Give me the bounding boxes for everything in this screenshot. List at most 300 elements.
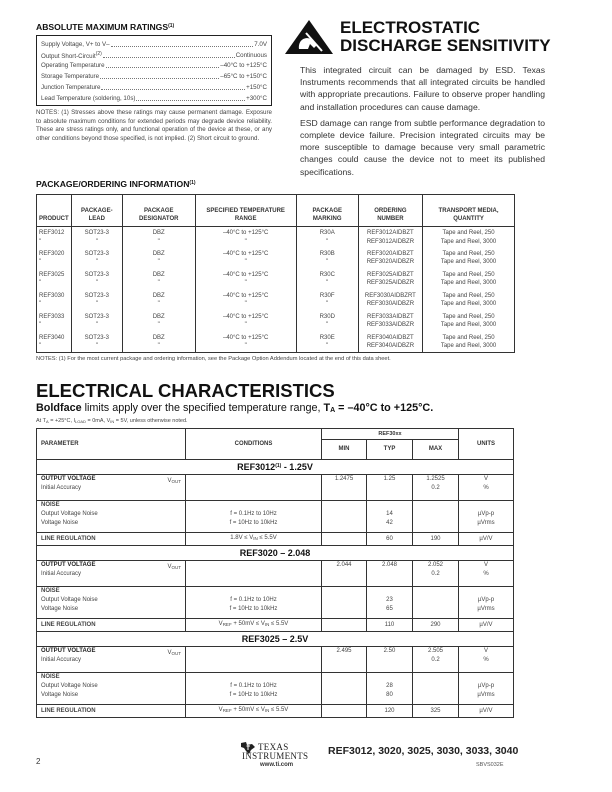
transport-media: Tape and Reel, 250 [442, 334, 495, 341]
footnote-ref: (2) [95, 50, 102, 57]
cell-value: R30B [319, 250, 335, 257]
subscript: IN [264, 622, 270, 628]
text-part: ≤ 5.5V [257, 535, 277, 542]
spacer [371, 587, 408, 596]
leader-dots [106, 63, 220, 68]
ti-url[interactable]: www.ti.com [260, 762, 294, 768]
transport-media: Tape and Reel, 3000 [440, 280, 497, 286]
cell-marking [296, 311, 358, 332]
parameter-cell [37, 533, 186, 546]
header-group: REF30xx [322, 429, 459, 440]
cell-value: SOT23-3 [84, 250, 109, 257]
typ-cell-value: 65 [386, 605, 393, 612]
max-cell [413, 673, 459, 705]
text-part: V [218, 621, 223, 628]
rating-value: +300°C [246, 94, 267, 102]
text-part: = 0mA, V [85, 418, 111, 424]
transport-media: Tape and Reel, 250 [442, 230, 495, 236]
spacer [371, 673, 408, 682]
parameter-sublabel: Initial Accuracy [41, 484, 82, 491]
output-voltage-row [37, 561, 514, 587]
esd-text [300, 64, 545, 182]
ordering-number: REF3025AIDBZR [366, 280, 415, 286]
table-header-row [37, 195, 515, 227]
leader-dots [136, 96, 245, 101]
ditto-mark: " [39, 238, 42, 245]
subscript: REF [222, 622, 232, 628]
spacer [190, 501, 317, 510]
ditto-mark: " [157, 322, 160, 328]
section-row [37, 546, 514, 561]
ordering-number: REF3030AIDBZR [366, 301, 415, 307]
section-title [37, 546, 514, 561]
text-part: 1.8V ≤ V [230, 535, 254, 542]
ti-logo [240, 740, 322, 774]
transport-media: Tape and Reel, 3000 [440, 322, 497, 328]
cell-value: SOT23-3 [84, 271, 109, 278]
ditto-mark: " [326, 322, 329, 328]
table-row [37, 290, 515, 311]
cell-range [195, 290, 296, 311]
spacer [463, 587, 509, 596]
noise-row [37, 673, 514, 705]
abs-max-title-text: ABSOLUTE MAXIMUM RATINGS [36, 22, 169, 32]
cell-range [195, 332, 296, 353]
unit: V [483, 648, 488, 654]
line-regulation-row [37, 705, 514, 718]
typ-cell [367, 587, 413, 619]
ditto-mark: " [157, 259, 160, 265]
subscript: IN [264, 708, 270, 714]
cell-product [37, 248, 72, 269]
parameter-cell [37, 673, 186, 705]
ditto-mark: " [95, 343, 98, 349]
subtitle-range: = –40°C to +125°C. [335, 402, 434, 414]
ordering-number: REF3030AIDBZRT [364, 292, 416, 299]
ditto-mark: " [326, 301, 329, 307]
ordering-number: REF3012AIDBZR [366, 238, 415, 245]
section-voltage: - 1.25V [281, 462, 313, 473]
rating-value: 7.0V [254, 40, 267, 48]
header-units: UNITS [459, 429, 514, 460]
parameter-label: NOISE [41, 502, 60, 508]
accuracy-value: 0.2 [431, 570, 440, 577]
unit: V [483, 476, 488, 482]
text-part: V [218, 707, 223, 714]
cell-ordering-number [358, 269, 422, 290]
table-row [37, 227, 515, 248]
noise-row [37, 501, 514, 533]
cell-value: SOT23-3 [84, 230, 109, 236]
ditto-mark: " [95, 238, 98, 245]
header-typ: TYP [367, 440, 413, 460]
symbol-sub: OUT [171, 565, 181, 570]
cell-lead [71, 290, 122, 311]
min-cell [322, 587, 367, 619]
conditions-cell [186, 533, 322, 546]
cell-value: REF3033 [39, 313, 65, 320]
document-number: SBVS032E [476, 762, 504, 768]
section-name: REF3020 – 2.048 [239, 547, 311, 558]
unit: % [483, 570, 489, 577]
parameter-cell [37, 561, 186, 587]
conditions-cell [186, 561, 322, 587]
text-part: = 5V, unless otherwise noted. [114, 418, 188, 424]
cell-value: –40°C to +125°C [222, 271, 269, 278]
footnote-ref: (1) [168, 23, 175, 29]
max-cell: 325 [413, 705, 459, 718]
footnote-ref: (1) [275, 463, 282, 470]
typ-cell-value: 42 [386, 519, 393, 526]
parameter-label: OUTPUT VOLTAGE [41, 476, 96, 482]
units-cell: µV/V [459, 533, 514, 546]
column-header: PACKAGE MARKING [296, 195, 358, 227]
min-cell [322, 533, 367, 546]
ditto-mark: " [95, 322, 98, 328]
cell-value: DBZ [152, 271, 165, 278]
line-regulation-row [37, 619, 514, 632]
rating-label-text: Lead Temperature (soldering, 10s) [41, 94, 136, 102]
parameter-label: LINE REGULATION [41, 535, 96, 542]
units-cell [459, 501, 514, 533]
cell-product [37, 269, 72, 290]
cell-value: SOT23-3 [84, 313, 109, 320]
parameter-cell [37, 475, 186, 501]
cell-lead [71, 227, 122, 248]
typ-cell: 1.25 [367, 475, 413, 501]
units-cell-value: µVrms [477, 519, 495, 526]
cell-ordering-number [358, 290, 422, 311]
transport-media: Tape and Reel, 250 [442, 271, 495, 278]
cell-ordering-number [358, 227, 422, 248]
min-cell [322, 705, 367, 718]
esd-paragraph: ESD damage can range from subtle performance degradation to complete device failure. Precision integrated circuits may be more susceptible to damage because very small parametric changes could cause the device not to meet its published specifications. [300, 117, 545, 177]
ordering-number: REF3040AIDBZR [366, 343, 415, 349]
units-cell [459, 647, 514, 673]
typ-cell-value: 28 [386, 682, 393, 689]
parameter-cell [37, 501, 186, 533]
footer-title: REF3012, 3020, 3025, 3030, 3033, 3040 [328, 745, 519, 757]
parameter-sublabel: Output Voltage Noise [41, 682, 98, 689]
ditto-mark: " [39, 322, 42, 328]
units-cell [459, 673, 514, 705]
cell-transport-media [423, 227, 515, 248]
ordering-number: REF3033AIDBZR [366, 322, 415, 328]
cell-value: R30F [319, 292, 335, 299]
spacer [371, 501, 408, 510]
text-part: ≤ 5.5V [269, 621, 289, 628]
cell-designator [122, 248, 195, 269]
unit: % [483, 484, 489, 491]
noise-row [37, 587, 514, 619]
ditto-mark: " [326, 280, 329, 286]
subscript: REF [222, 708, 232, 714]
parameter-label: LINE REGULATION [41, 621, 96, 628]
units-cell: µV/V [459, 705, 514, 718]
electrical-subtitle [36, 402, 433, 414]
column-header: TRANSPORT MEDIA, QUANTITY [423, 195, 515, 227]
cell-range [195, 269, 296, 290]
parameter-sublabel: Initial Accuracy [41, 656, 82, 663]
max-cell [413, 647, 459, 673]
header-parameter: PARAMETER [37, 429, 186, 460]
rating-label [41, 95, 135, 102]
cell-value: DBZ [152, 230, 165, 236]
subscript: LOAD [75, 419, 86, 424]
parameter-sublabel: Output Voltage Noise [41, 510, 98, 517]
parameter-label: OUTPUT VOLTAGE [41, 562, 96, 568]
section-row [37, 632, 514, 647]
typ-cell: 2.048 [367, 561, 413, 587]
cell-lead [71, 332, 122, 353]
conditions-cell [186, 705, 322, 718]
ti-logo-line2: INSTRUMENTS [242, 751, 309, 761]
ditto-mark: " [39, 280, 42, 286]
ditto-mark: " [39, 343, 42, 349]
cell-transport-media [423, 311, 515, 332]
cell-lead [71, 269, 122, 290]
min-cell [322, 673, 367, 705]
ditto-mark: " [157, 280, 160, 286]
rating-label-text: Operating Temperature [41, 62, 105, 70]
conditions-cell [186, 619, 322, 632]
column-header: ORDERING NUMBER [358, 195, 422, 227]
rating-label [41, 62, 105, 69]
table-row [37, 269, 515, 290]
rating-row [41, 39, 267, 50]
cell-ordering-number [358, 311, 422, 332]
leader-dots [100, 74, 219, 79]
cell-designator [122, 227, 195, 248]
cell-marking [296, 290, 358, 311]
cell-value: R30C [319, 271, 335, 278]
ditto-mark: " [39, 301, 42, 307]
rating-label [41, 84, 100, 91]
cell-value: REF3030 [39, 292, 65, 299]
table-row [37, 332, 515, 353]
esd-title-line1: ELECTROSTATIC [340, 18, 481, 37]
typ-cell: 2.50 [367, 647, 413, 673]
parameter-label: LINE REGULATION [41, 707, 96, 714]
parameter-symbol [167, 649, 181, 659]
cell-product [37, 332, 72, 353]
ditto-mark: " [244, 259, 247, 265]
typ-cell: 60 [367, 533, 413, 546]
subtitle-temp [323, 402, 433, 414]
conditions-cell-value: f = 10Hz to 10kHz [229, 519, 278, 526]
parameter-cell [37, 705, 186, 718]
column-header: PACKAGE-LEAD [71, 195, 122, 227]
text-part: ≤ 5.5V [269, 707, 289, 714]
typ-cell: 120 [367, 705, 413, 718]
cell-value: –40°C to +125°C [222, 334, 269, 341]
cell-designator [122, 332, 195, 353]
rating-label [41, 73, 99, 80]
electrical-table [36, 428, 514, 718]
cell-value: SOT23-3 [84, 292, 109, 299]
cell-range [195, 248, 296, 269]
parameter-cell [37, 647, 186, 673]
ti-logo-line1: TEXAS [258, 742, 289, 752]
accuracy-value: 0.2 [431, 656, 440, 663]
cell-designator [122, 290, 195, 311]
conditions-cell [186, 647, 322, 673]
conditions-cell-value: f = 0.1Hz to 10Hz [230, 596, 277, 603]
cell-lead [71, 248, 122, 269]
section-name: REF3025 – 2.5V [241, 633, 309, 644]
accuracy-value: 0.2 [431, 484, 440, 491]
text-part: = +25°C, I [48, 418, 76, 424]
column-header: PACKAGE DESIGNATOR [122, 195, 195, 227]
parameter-sublabel: Voltage Noise [41, 605, 79, 612]
output-voltage-row [37, 475, 514, 501]
table-row [37, 248, 515, 269]
electrical-title: ELECTRICAL CHARACTERISTICS [36, 380, 335, 401]
units-cell [459, 561, 514, 587]
ordering-number: REF3033AIDBZT [367, 313, 414, 320]
rating-value: –40°C to +125°C [220, 62, 267, 70]
max-cell [413, 561, 459, 587]
abs-max-notes: NOTES: (1) Stresses above these ratings may cause permanent damage. Exposure to absolute maximum conditions for extended periods may degrade device reliability. These are stress ratings only, and functional operation of the device at these, or any other conditions beyond those specified, is not implied. (2) Short circuit to ground. [36, 109, 272, 142]
ditto-mark: " [244, 343, 247, 349]
cell-value: DBZ [152, 313, 165, 320]
parameter-sublabel: Initial Accuracy [41, 570, 82, 577]
units-cell: µV/V [459, 619, 514, 632]
cell-product [37, 290, 72, 311]
section-title [37, 632, 514, 647]
subtitle-text: limits apply over the specified temperature range, [81, 402, 324, 414]
ditto-mark: " [39, 259, 42, 265]
parameter-cell [37, 587, 186, 619]
cell-value: R30D [319, 313, 335, 320]
line-regulation-row [37, 533, 514, 546]
cell-value: DBZ [152, 292, 165, 299]
rating-label-text: Storage Temperature [41, 73, 100, 81]
symbol-sub: OUT [171, 651, 181, 656]
transport-media: Tape and Reel, 3000 [440, 259, 497, 265]
header-min: MIN [322, 440, 367, 460]
min-cell: 2.044 [322, 561, 367, 587]
section-title [37, 460, 514, 475]
cell-transport-media [423, 290, 515, 311]
ditto-mark: " [157, 301, 160, 307]
parameter-cell [37, 619, 186, 632]
ditto-mark: " [95, 280, 98, 286]
rating-value: +150°C [246, 84, 267, 92]
cell-value: REF3020 [39, 250, 65, 257]
header-conditions: CONDITIONS [186, 429, 322, 460]
rating-row [41, 71, 267, 82]
units-cell [459, 587, 514, 619]
cell-designator [122, 311, 195, 332]
min-cell [322, 619, 367, 632]
parameter-label: NOISE [41, 674, 60, 680]
cell-value: –40°C to +125°C [222, 230, 269, 236]
rating-row [41, 50, 267, 61]
spacer [190, 587, 317, 596]
header-max: MAX [413, 440, 459, 460]
rating-label-text: Supply Voltage, V+ to V– [41, 40, 110, 48]
rating-label [41, 51, 102, 60]
units-cell-value: µVrms [477, 605, 495, 612]
cell-marking [296, 269, 358, 290]
cell-product [37, 311, 72, 332]
electrical-conditions [36, 418, 188, 424]
ordering-number: REF3012AIDBZT [367, 230, 414, 236]
rating-value: Continuous [235, 51, 267, 59]
subtitle-bold: Boldface [36, 402, 82, 414]
cell-value: REF3012 [39, 230, 65, 236]
package-title [36, 179, 196, 189]
conditions-cell [186, 673, 322, 705]
transport-media: Tape and Reel, 250 [442, 250, 495, 257]
spacer [190, 673, 317, 682]
subscript: IN [253, 536, 258, 542]
symbol: V [167, 478, 172, 484]
conditions-cell-value: f = 0.1Hz to 10Hz [230, 510, 277, 517]
transport-media: Tape and Reel, 250 [442, 313, 495, 320]
ditto-mark: " [244, 280, 247, 286]
typ-cell: 110 [367, 619, 413, 632]
cell-ordering-number [358, 332, 422, 353]
leader-dots [111, 42, 254, 47]
min-cell [322, 501, 367, 533]
ditto-mark: " [157, 343, 160, 349]
unit: % [483, 656, 489, 663]
ordering-number: REF3020AIDBZR [366, 259, 415, 265]
cell-value: R30E [319, 334, 335, 341]
max-value: 1.2525 [426, 476, 445, 482]
parameter-label: OUTPUT VOLTAGE [41, 648, 96, 654]
cell-range [195, 311, 296, 332]
subtitle-t: T [323, 402, 331, 414]
symbol-sub: OUT [171, 479, 181, 484]
unit: V [483, 562, 488, 568]
cell-value: REF3025 [39, 271, 65, 278]
max-cell: 190 [413, 533, 459, 546]
package-notes: NOTES: (1) For the most current package and ordering information, see the Package Option Addendum located at the end of this data sheet. [36, 356, 391, 362]
cell-marking [296, 332, 358, 353]
ordering-number: REF3020AIDBZT [367, 250, 414, 257]
parameter-sublabel: Voltage Noise [41, 691, 79, 698]
cell-transport-media [423, 248, 515, 269]
max-value: 2.505 [427, 648, 443, 654]
cell-range [195, 227, 296, 248]
symbol: V [167, 564, 172, 570]
typ-cell-value: 23 [386, 596, 393, 603]
cell-value: –40°C to +125°C [222, 313, 269, 320]
rating-row [41, 61, 267, 72]
package-table [36, 194, 515, 353]
min-cell: 2.495 [322, 647, 367, 673]
spacer [463, 673, 509, 682]
cell-value: SOT23-3 [84, 334, 109, 341]
units-cell-value: µVrms [477, 691, 495, 698]
cell-value: DBZ [152, 334, 165, 341]
conditions-cell-value: f = 10Hz to 10kHz [229, 605, 278, 612]
transport-media: Tape and Reel, 250 [442, 292, 495, 299]
abs-max-title [36, 22, 174, 32]
package-title-text: PACKAGE/ORDERING INFORMATION [36, 179, 190, 189]
cell-value: R30A [319, 230, 335, 236]
ditto-mark: " [326, 238, 329, 245]
ditto-mark: " [326, 259, 329, 265]
page-number: 2 [36, 757, 41, 766]
cell-value: –40°C to +125°C [222, 250, 269, 257]
ditto-mark: " [326, 343, 329, 349]
conditions-cell-value: f = 0.1Hz to 10Hz [230, 682, 277, 689]
min-cell: 1.2475 [322, 475, 367, 501]
